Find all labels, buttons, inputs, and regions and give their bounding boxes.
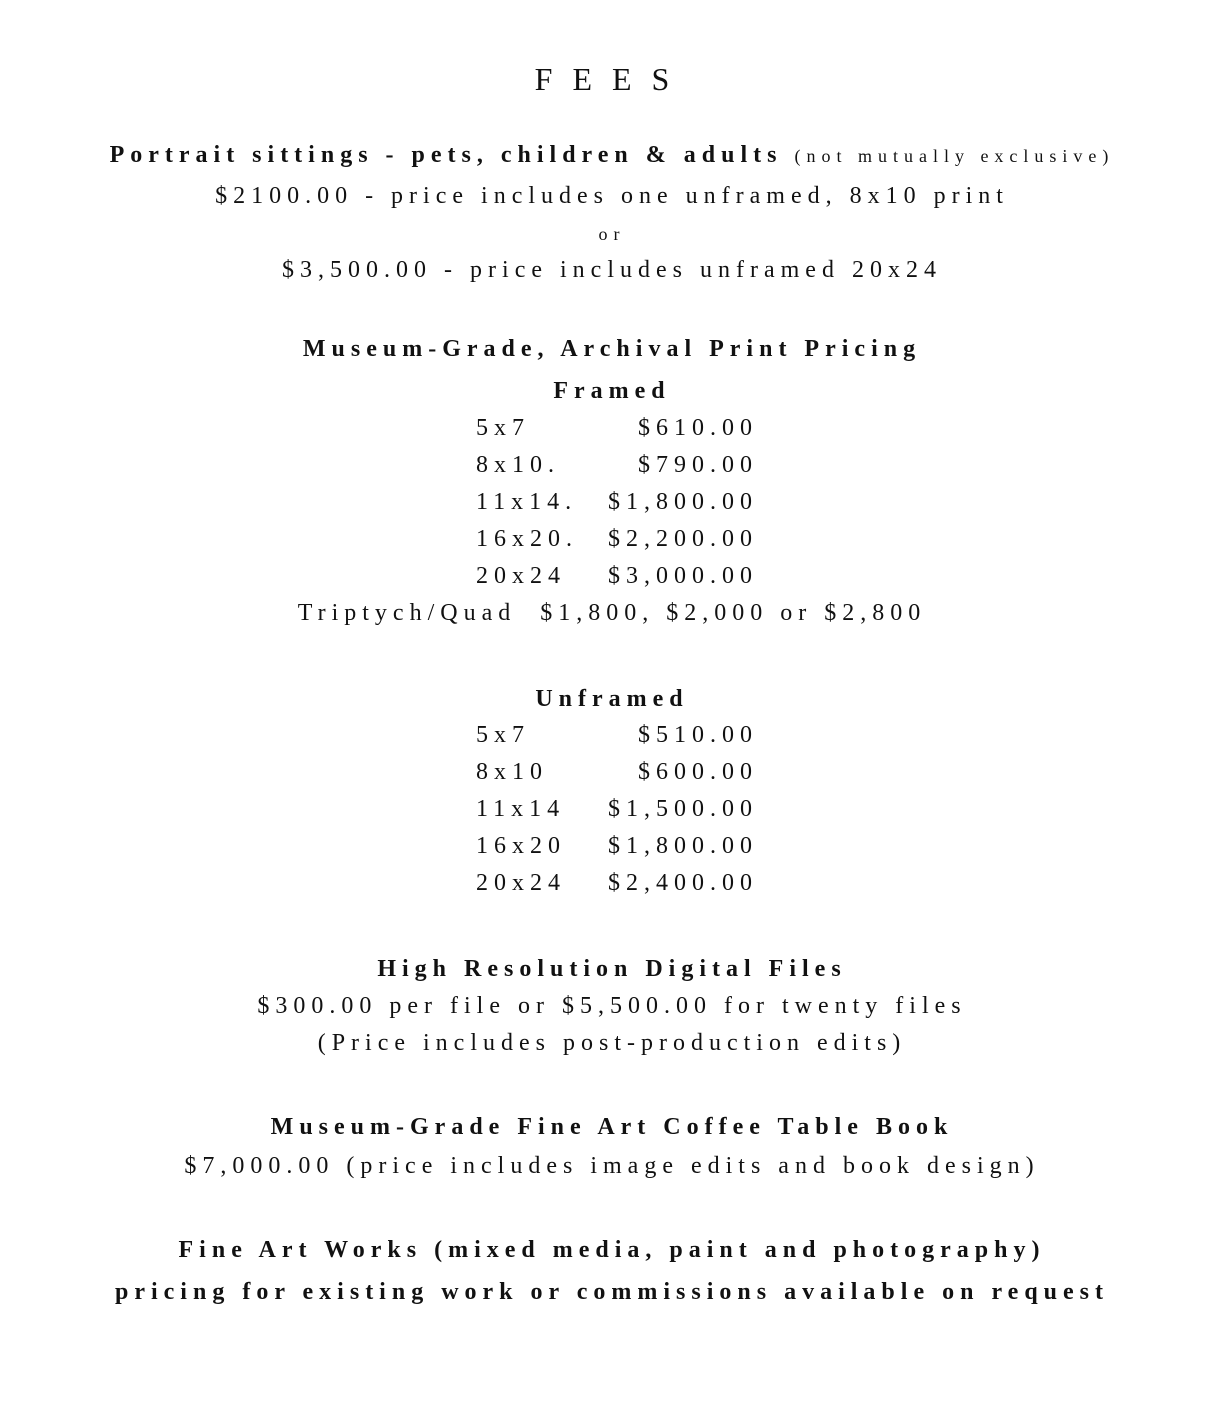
print-pricing-heading: Museum-Grade, Archival Print Pricing [302, 336, 922, 362]
unframed-row [476, 757, 776, 787]
portrait-option-2: $3,500.00 - price includes unframed 20x24 [282, 257, 942, 283]
framed-row [476, 413, 776, 443]
page-title: FEES [534, 61, 690, 97]
triptych-pricing: Triptych/Quad $1,800, $2,000 or $2,800 [297, 600, 927, 626]
framed-price: $610.00 [638, 415, 758, 441]
digital-note: (Price includes post-production edits) [317, 1030, 907, 1056]
portrait-option-1: $2100.00 - price includes one unframed, 8x10 print [215, 183, 1009, 209]
framed-size: 16x20. [476, 526, 578, 552]
framed-size: 8x10. [476, 452, 560, 478]
framed-row [476, 487, 776, 517]
framed-row [476, 561, 776, 591]
unframed-label: Unframed [535, 686, 689, 712]
unframed-size: 16x20 [476, 833, 566, 859]
unframed-price: $1,500.00 [608, 796, 758, 822]
unframed-size: 5x7 [476, 722, 530, 748]
framed-label: Framed [553, 378, 671, 404]
framed-price: $2,200.00 [608, 526, 758, 552]
portrait-note: (not mutually exclusive) [794, 146, 1115, 166]
unframed-price: $510.00 [638, 722, 758, 748]
book-price: $7,000.00 (price includes image edits and book design) [184, 1153, 1040, 1179]
unframed-price: $1,800.00 [608, 833, 758, 859]
fineart-note: pricing for existing work or commissions available on request [114, 1279, 1109, 1305]
unframed-row [476, 868, 776, 898]
framed-price: $3,000.00 [608, 563, 758, 589]
framed-price: $790.00 [638, 452, 758, 478]
framed-row [476, 524, 776, 554]
portrait-or: or [598, 224, 626, 244]
unframed-price: $2,400.00 [608, 870, 758, 896]
unframed-size: 8x10 [476, 759, 548, 785]
digital-price: $300.00 per file or $5,500.00 for twenty files [257, 993, 967, 1019]
framed-size: 5x7 [476, 415, 530, 441]
fineart-heading: Fine Art Works (mixed media, paint and photography) [178, 1237, 1046, 1263]
unframed-size: 20x24 [476, 870, 566, 896]
unframed-row [476, 831, 776, 861]
framed-size: 11x14. [476, 489, 578, 515]
portrait-heading: Portrait sittings - pets, children & adults [109, 142, 783, 168]
digital-heading: High Resolution Digital Files [377, 956, 847, 982]
unframed-row [476, 794, 776, 824]
unframed-row [476, 720, 776, 750]
portrait-heading-line [0, 140, 1224, 171]
framed-price: $1,800.00 [608, 489, 758, 515]
framed-size: 20x24 [476, 563, 566, 589]
book-heading: Museum-Grade Fine Art Coffee Table Book [270, 1114, 954, 1140]
unframed-size: 11x14 [476, 796, 566, 822]
unframed-price: $600.00 [638, 759, 758, 785]
framed-row [476, 450, 776, 480]
